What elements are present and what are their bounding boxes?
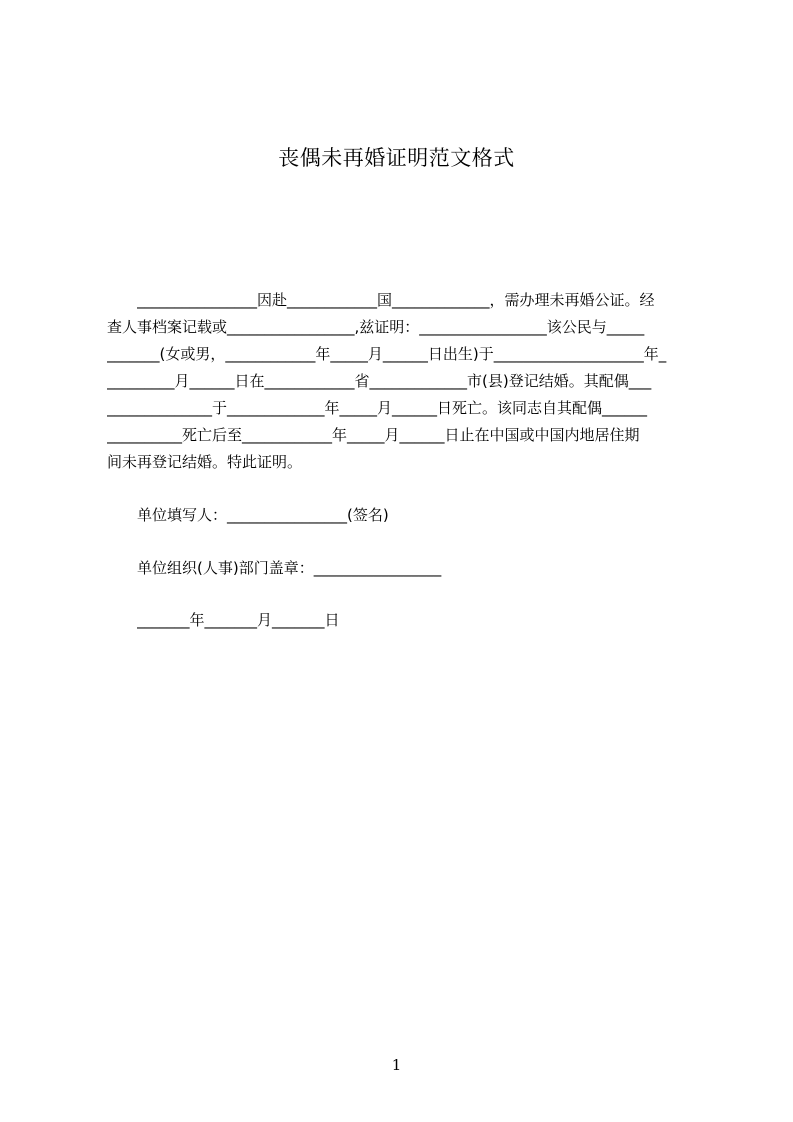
body-line-1: ________________因赴____________国_____________，需办理未再婚公证。经	[137, 291, 655, 309]
body-line-6: __________死亡后至____________年_____月______日止在中国或中国内地居住期	[107, 426, 640, 444]
page-number: 1	[391, 1056, 402, 1074]
body-line-4: _________月______日在____________省_____________市(县)登记结婚。其配偶___	[107, 372, 652, 390]
body-line-5: ______________于_____________年_____月______日死亡。该同志自其配偶______	[107, 399, 648, 417]
body-line-3: _______(女或男，____________年_____月______日出生)于____________________年_	[107, 345, 667, 363]
seal-line: 单位组织(人事)部门盖章：_________________	[137, 559, 442, 577]
body-line-2: 查人事档案记载或_________________,兹证明：_________________该公民与_____	[107, 318, 645, 336]
date-line: _______年_______月_______日	[137, 611, 340, 629]
signer-line: 单位填写人：________________(签名)	[137, 506, 389, 524]
document-title: 丧偶未再婚证明范文格式	[278, 146, 515, 170]
body-line-7: 间未再登记结婚。特此证明。	[107, 453, 303, 471]
